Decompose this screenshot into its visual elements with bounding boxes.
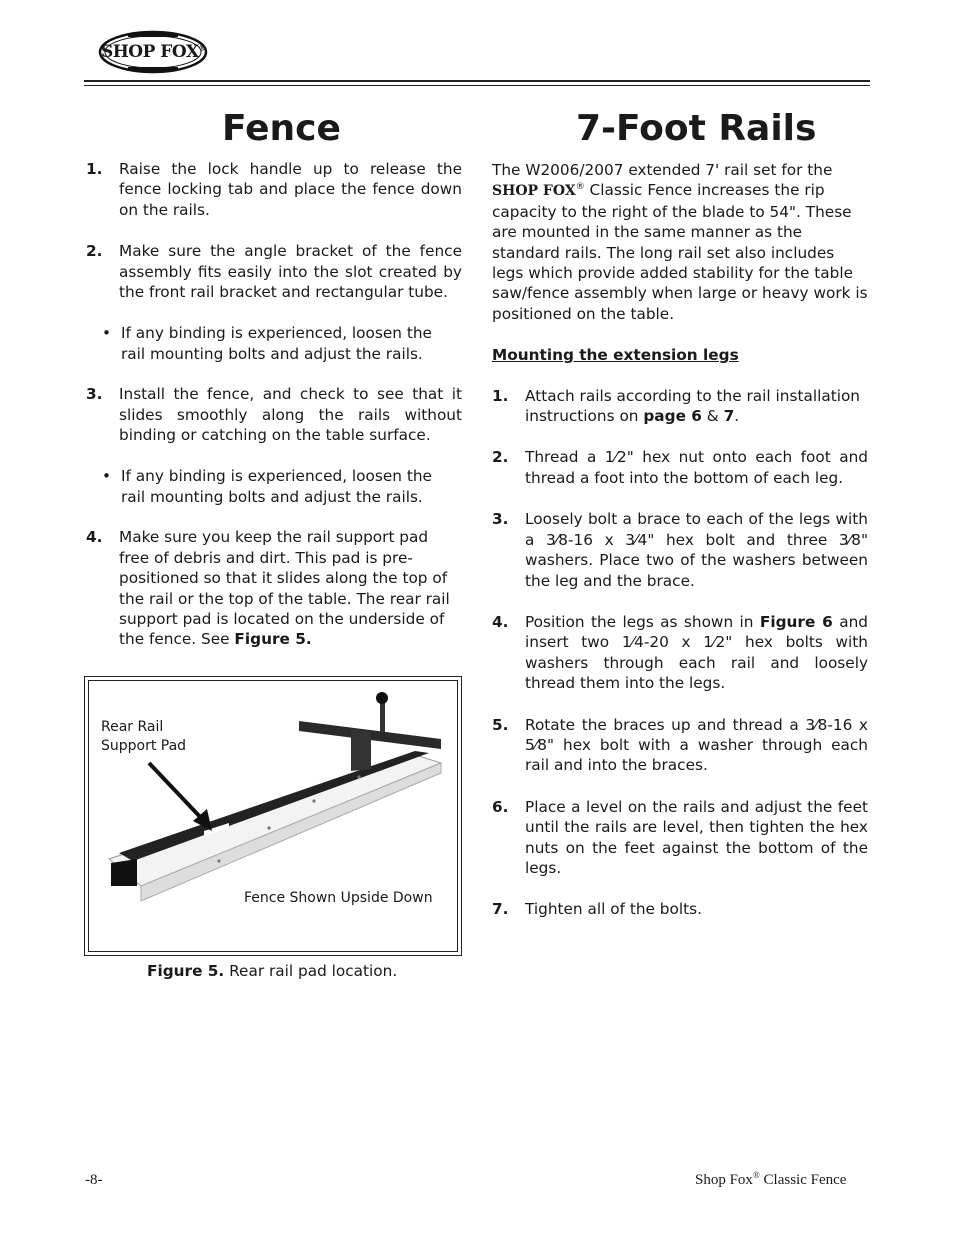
intro-part2: Classic Fence increases the rip capacity to the right of the blade to 54". These are mounted in the same manner as the standard rails. The long rail set also includes legs which provide added stability for the table saw/fence assembly when large or heavy work is positioned on the table.: [492, 181, 868, 323]
logo-registered: ®: [198, 43, 206, 53]
bullet-dot: •: [102, 324, 112, 343]
bullet-text: If any binding is experienced, loosen the rail mounting bolts and adjust the rails.: [121, 324, 432, 363]
step-text-cont: and insert two 1⁄4-20 x 1⁄2" hex bolts with washers through each rail and loosely thread them into the legs.: [525, 612, 868, 693]
step-number: 7.: [492, 900, 509, 919]
step-text: Raise the lock handle up to release the fence locking tab and place the fence down on the rails.: [119, 160, 462, 219]
fence-title: Fence: [222, 108, 341, 149]
step-text: Attach rails according to the rail installation instructions on: [525, 386, 861, 426]
step-number: 3.: [492, 510, 509, 529]
upside-down-label: Fence Shown Upside Down: [244, 890, 433, 906]
figure-5-inner-frame: [88, 680, 458, 952]
step-text-wrap: [119, 527, 462, 649]
page-6-ref: page 6: [643, 407, 702, 426]
caption-number: Figure 5.: [147, 962, 225, 980]
step-text: Place a level on the rails and adjust the feet until the rails are level, then tighten the hex nuts on the feet against the bottom of the legs.: [525, 797, 868, 877]
step-number: 1.: [86, 160, 103, 178]
rear-rail-label: [101, 718, 186, 756]
step-number: 2.: [492, 448, 509, 467]
rails-step-3: [492, 509, 868, 591]
header-rule-thin: [84, 85, 870, 86]
footer-doc-title: Classic Fence: [759, 1172, 847, 1188]
step-number: 4.: [492, 612, 509, 631]
step-text-wrap: [525, 612, 868, 694]
fence-step-2: [86, 241, 462, 302]
figure-5-caption: [147, 962, 397, 980]
step-text: Thread a 1⁄2" hex nut onto each foot and thread a foot into the bottom of each leg.: [525, 448, 868, 487]
fence-step-1: [86, 159, 462, 220]
header-rule-thick: [84, 80, 870, 82]
page-number: -8-: [85, 1172, 103, 1188]
binding-note-1: [102, 323, 440, 364]
figure-5-frame: [84, 676, 462, 956]
bullet-text: If any binding is experienced, loosen the rail mounting bolts and adjust the rails.: [121, 467, 432, 506]
period: .: [734, 407, 740, 426]
rails-step-7: [492, 899, 868, 919]
rear-rail-label-line1: Rear Rail: [101, 719, 164, 735]
binding-note-2: [102, 466, 440, 507]
intro-reg: ®: [575, 182, 585, 193]
step-text: Loosely bolt a brace to each of the legs with a 3⁄8-16 x 3⁄4" hex bolt and three 3⁄8" washers. Place two of the washers between the leg and the brace.: [525, 510, 868, 590]
step-text: Make sure the angle bracket of the fence assembly fits easily into the slot created by the front rail bracket and rectangular tube.: [119, 242, 462, 302]
step-text: Position the legs as shown in: [525, 612, 760, 631]
ampersand: &: [701, 407, 724, 426]
fence-instructions: [86, 159, 462, 671]
bullet-dot: •: [102, 467, 112, 486]
step-number: 2.: [86, 242, 103, 261]
rails-step-5: [492, 715, 868, 776]
rails-intro: [492, 160, 868, 324]
footer-brand: Shop Fox: [695, 1172, 753, 1188]
rear-rail-label-line2: Support Pad: [101, 738, 187, 754]
rails-title: 7-Foot Rails: [576, 108, 817, 149]
step-number: 1.: [492, 386, 509, 405]
fence-step-3: [86, 384, 462, 445]
rails-step-1: [492, 386, 868, 427]
step-number: 6.: [492, 797, 509, 816]
rails-step-2: [492, 447, 868, 488]
footer-reg: ®: [752, 1170, 760, 1180]
intro-part1: The W2006/2007 extended 7' rail set for the: [492, 161, 833, 179]
rails-instructions: [492, 160, 868, 941]
footer-title: [695, 1172, 846, 1189]
step-text: Tighten all of the bolts.: [525, 900, 702, 919]
mounting-legs-heading: Mounting the extension legs: [492, 346, 739, 365]
step-text: Install the fence, and check to see that it slides smoothly along the rails without binding or catching on the table surface.: [119, 385, 462, 445]
fence-step-4: [86, 527, 462, 649]
step-text-wrap: [525, 386, 868, 427]
figure-5-ref: Figure 5.: [234, 630, 312, 649]
page-7-ref: 7: [723, 407, 735, 426]
step-number: 4.: [86, 528, 103, 547]
figure-6-ref: Figure 6: [759, 612, 833, 631]
rails-step-6: [492, 797, 868, 879]
step-text: Make sure you keep the rail support pad free of debris and dirt. This pad is pre-positioned so that it slides along the top of the rail or the top of the table. The rear rail support pad is located on the underside of the fence. See: [119, 528, 450, 649]
step-number: 3.: [86, 385, 103, 404]
intro-brand: SHOP FOX: [492, 183, 576, 200]
logo-text: SHOP FOX: [100, 42, 199, 62]
rails-step-4: [492, 612, 868, 694]
step-text: Rotate the braces up and thread a 3⁄8-16 x 5⁄8" hex bolt with a washer through each rail and into the braces.: [525, 715, 868, 775]
shop-fox-logo: [98, 30, 208, 74]
step-number: 5.: [492, 715, 509, 734]
caption-text: Rear rail pad location.: [224, 962, 398, 980]
